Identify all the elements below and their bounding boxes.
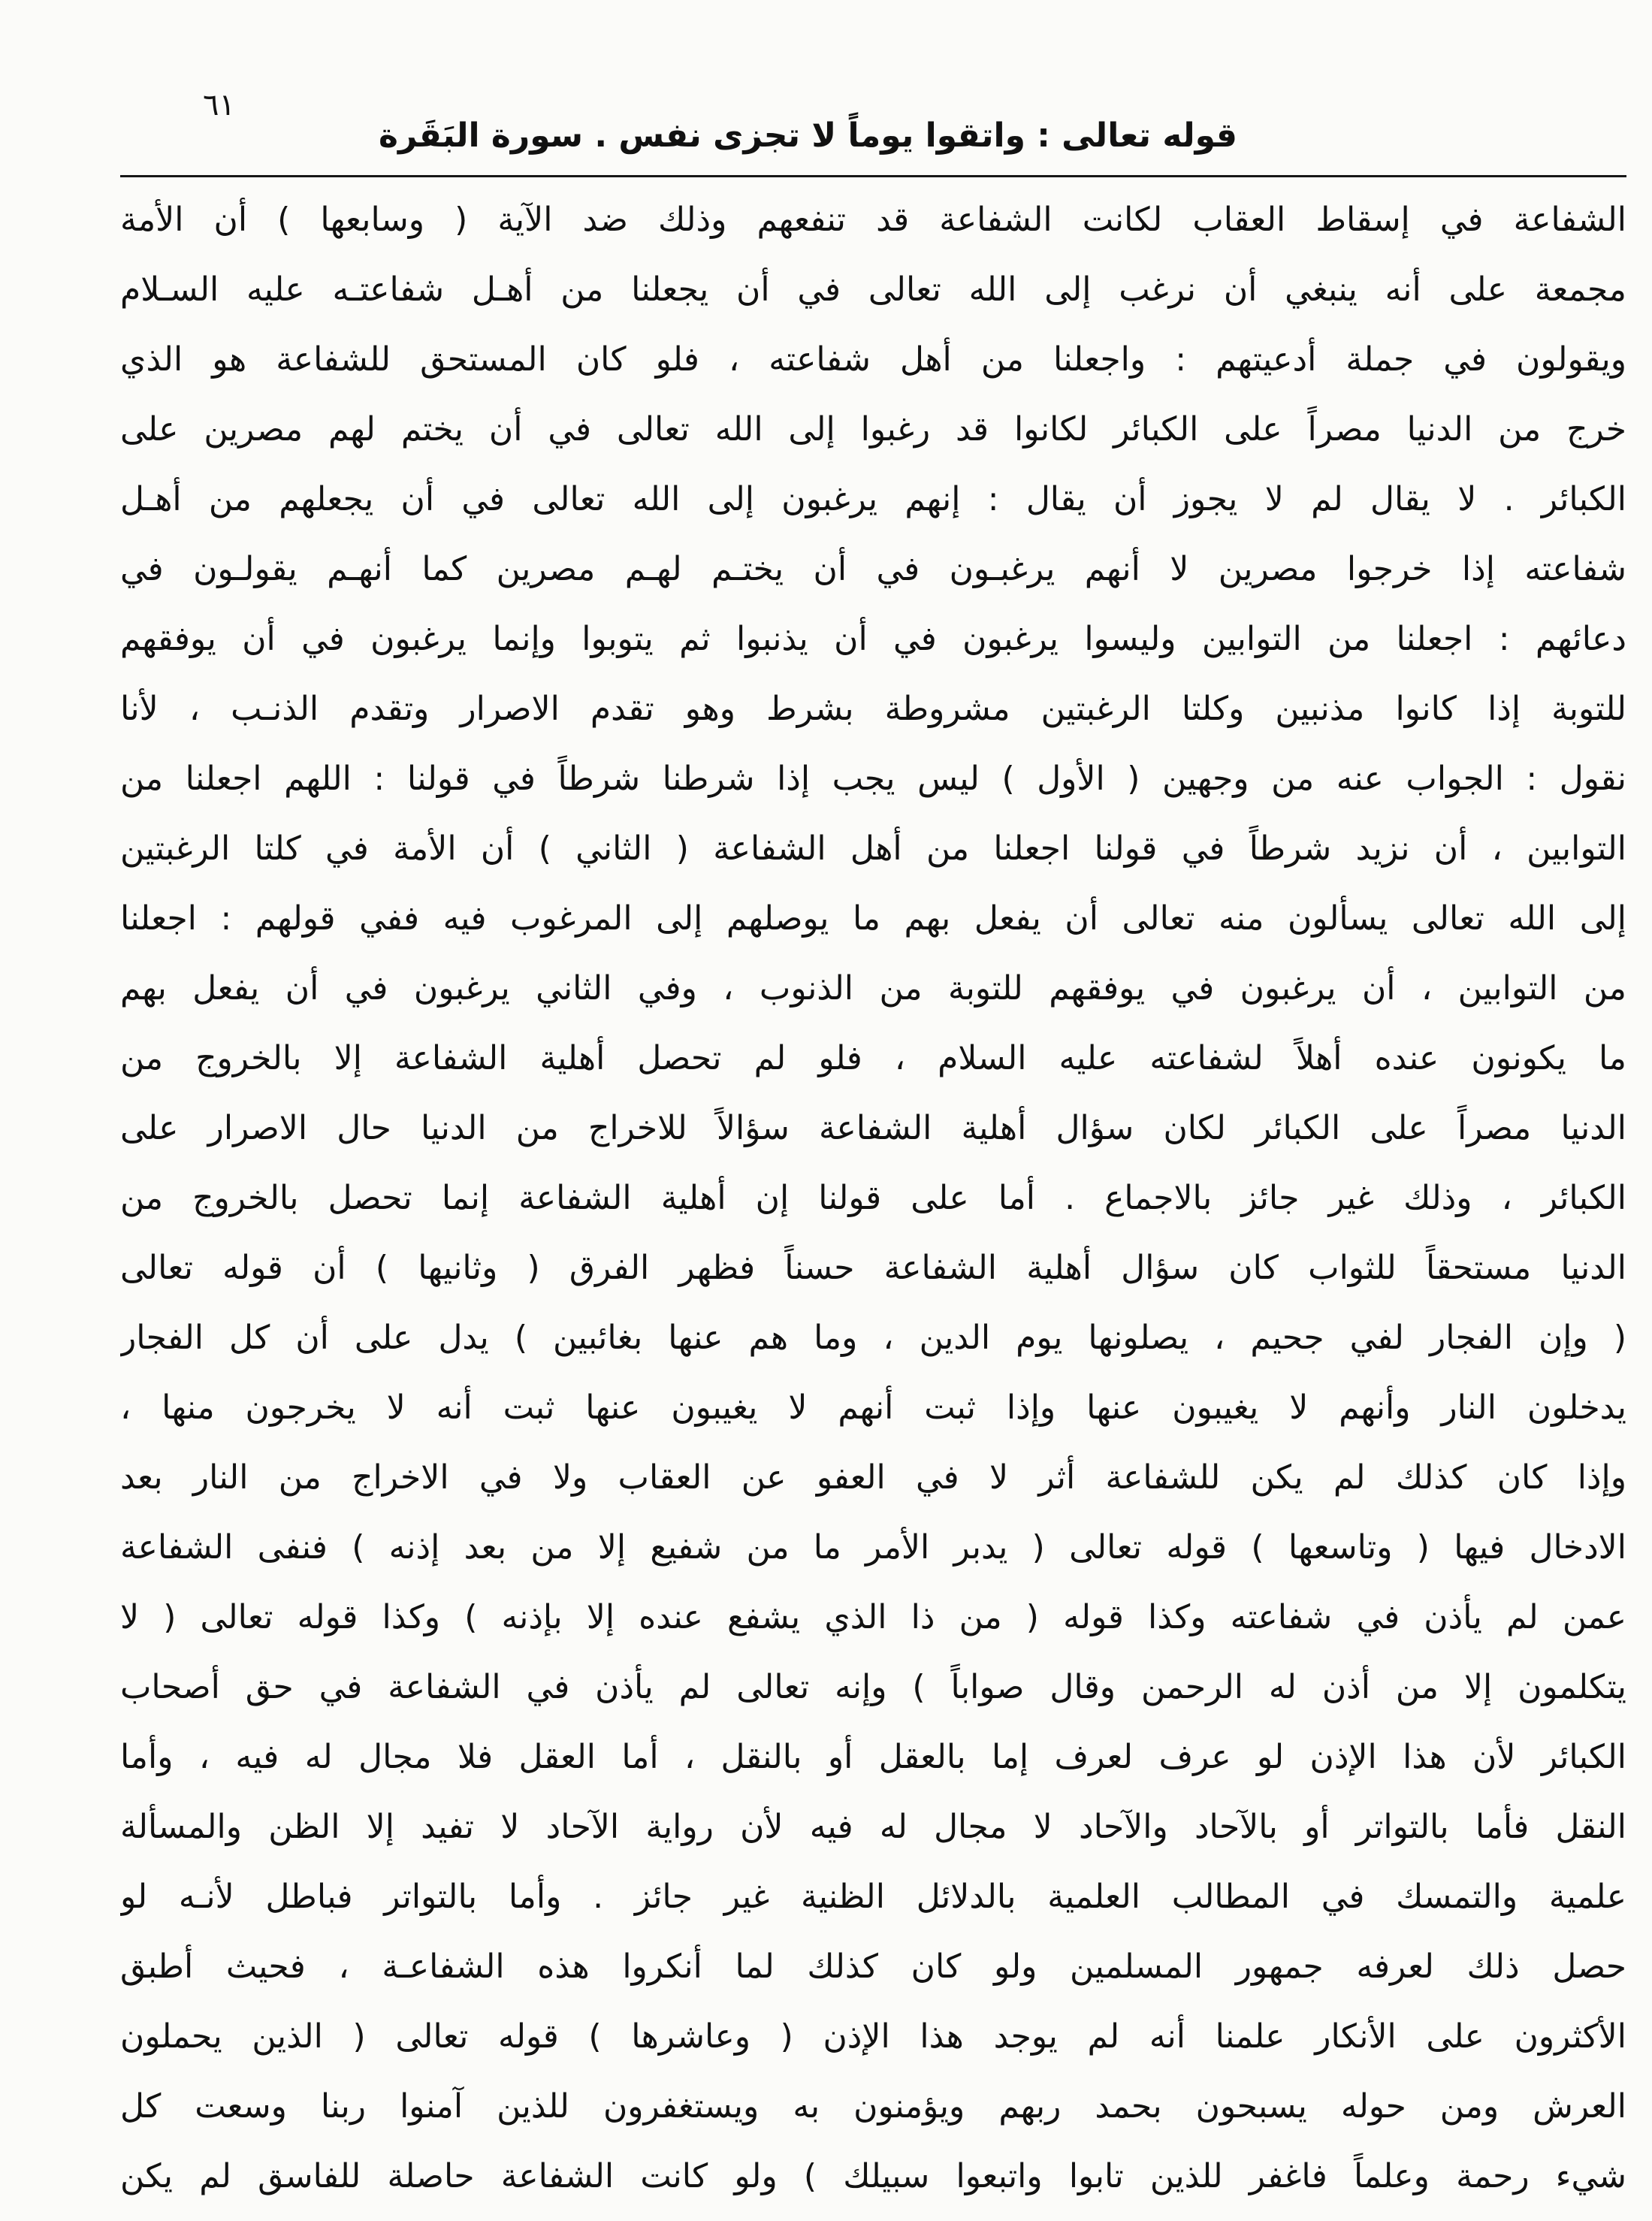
header-rule: [120, 175, 1626, 177]
text-line: الدنيا مستحقاً للثواب كان سؤال أهلية الشفاعة حسناً فظهر الفرق ( وثانيها ) أن قوله تعالى: [120, 1249, 1626, 1287]
text-line: ما يكونون عنده أهلاً لشفاعته عليه السلام ، فلو لم تحصل أهلية الشفاعة إلا بالخروج من: [120, 1039, 1626, 1077]
text-line: حصل ذلك لعرفه جمهور المسلمين ولو كان كذلك لما أنكروا هذه الشفاعـة ، فحيث أطبق: [120, 1948, 1626, 1986]
text-line: للتوبة إذا كانوا مذنبين وكلتا الرغبتين مشروطة بشرط وهو تقدم الاصرار وتقدم الذنـب ، لأنا: [120, 690, 1626, 728]
text-line: النقل فأما بالتواتر أو بالآحاد والآحاد لا مجال له فيه لأن رواية الآحاد لا تفيد إلا الظن والمسألة: [120, 1808, 1626, 1846]
text-line: شفاعته إذا خرجوا مصرين لا أنهم يرغبـون في أن يختـم لهـم مصرين كما أنهـم يقولـون في: [120, 550, 1626, 588]
text-line: من التوابين ، أن يرغبون في يوفقهم للتوبة من الذنوب ، وفي الثاني يرغبون في أن يفعل بهم: [120, 969, 1626, 1008]
text-line: الكبائر ، وذلك غير جائز بالاجماع . أما على قولنا إن أهلية الشفاعة إنما تحصل بالخروج من: [120, 1179, 1626, 1217]
text-line: ( وإن الفجار لفي جحيم ، يصلونها يوم الدين ، وما هم عنها بغائبين ) يدل على أن كل الفجار: [120, 1319, 1626, 1357]
page-number: ٦١: [203, 88, 235, 122]
text-line: الشفاعة في إسقاط العقاب لكانت الشفاعة قد تنفعهم وذلك ضد الآية ( وسابعها ) أن الأمة: [120, 201, 1626, 239]
text-line: الكبائر . لا يقال لم لا يجوز أن يقال : إنهم يرغبون إلى الله تعالى في أن يجعلهم من أهـل: [120, 480, 1626, 518]
text-line: علمية والتمسك في المطالب العلمية بالدلائل الظنية غير جائز . وأما بالتواتر فباطل لأنـه لو: [120, 1878, 1626, 1916]
text-line: الأكثرون على الأنكار علمنا أنه لم يوجد هذا الإذن ( وعاشرها ) قوله تعالى ( الذين يحملون: [120, 2017, 1626, 2056]
text-line: التوابين ، أن نزيد شرطاً في قولنا اجعلنا من أهل الشفاعة ( الثاني ) أن الأمة في كلتا الرغبتين: [120, 829, 1626, 868]
text-line: عمن لم يأذن في شفاعته وكذا قوله ( من ذا الذي يشفع عنده إلا بإذنه ) وكذا قوله تعالى ( لا: [120, 1598, 1626, 1636]
text-line: إلى الله تعالى يسألون منه تعالى أن يفعل بهم ما يوصلهم إلى المرغوب فيه ففي قولهم : اجعلنا: [120, 899, 1626, 938]
text-line: يدخلون النار وأنهم لا يغيبون عنها وإذا ثبت أنهم لا يغيبون عنها ثبت أنه لا يخرجون منها ،: [120, 1389, 1626, 1427]
text-line: الادخال فيها ( وتاسعها ) قوله تعالى ( يدبر الأمر ما من شفيع إلا من بعد إذنه ) فنفى الشفاعة: [120, 1528, 1626, 1567]
text-line: دعائهم : اجعلنا من التوابين وليسوا يرغبون في أن يذنبوا ثم يتوبوا وإنما يرغبون في أن يوفقهم: [120, 620, 1626, 658]
text-line: يتكلمون إلا من أذن له الرحمن وقال صواباً ) وإنه تعالى لم يأذن في الشفاعة في حق أصحاب: [120, 1668, 1626, 1706]
body-text: [120, 185, 1626, 2211]
text-line: ويقولون في جملة أدعيتهم : واجعلنا من أهل شفاعته ، فلو كان المستحق للشفاعة هو الذي: [120, 340, 1626, 379]
text-line: الكبائر لأن هذا الإذن لو عرف لعرف إما بالعقل أو بالنقل ، أما العقل فلا مجال له فيه ، وأما: [120, 1738, 1626, 1776]
text-line: الدنيا مصراً على الكبائر لكان سؤال أهلية الشفاعة سؤالاً للاخراج من الدنيا حال الاصرار على: [120, 1109, 1626, 1147]
text-line: العرش ومن حوله يسبحون بحمد ربهم ويؤمنون به ويستغفرون للذين آمنوا ربنا وسعت كل: [120, 2087, 1626, 2126]
text-line: وإذا كان كذلك لم يكن للشفاعة أثر لا في العفو عن العقاب ولا في الاخراج من النار بعد: [120, 1458, 1626, 1497]
text-line: خرج من الدنيا مصراً على الكبائر لكانوا قد رغبوا إلى الله تعالى في أن يختم لهم مصرين على: [120, 410, 1626, 449]
running-title: قوله تعالى : واتقوا يوماً لا تجزى نفس . سورة البَقَرة: [379, 116, 1237, 155]
text-line: مجمعة على أنه ينبغي أن نرغب إلى الله تعالى في أن يجعلنا من أهـل شفاعتـه عليه السـلام: [120, 270, 1626, 309]
text-line: نقول : الجواب عنه من وجهين ( الأول ) ليس يجب إذا شرطنا شرطاً في قولنا : اللهم اجعلنا من: [120, 760, 1626, 798]
text-line: شيء رحمة وعلماً فاغفر للذين تابوا واتبعوا سبيلك ) ولو كانت الشفاعة حاصلة للفاسق لم يكن: [120, 2157, 1626, 2195]
